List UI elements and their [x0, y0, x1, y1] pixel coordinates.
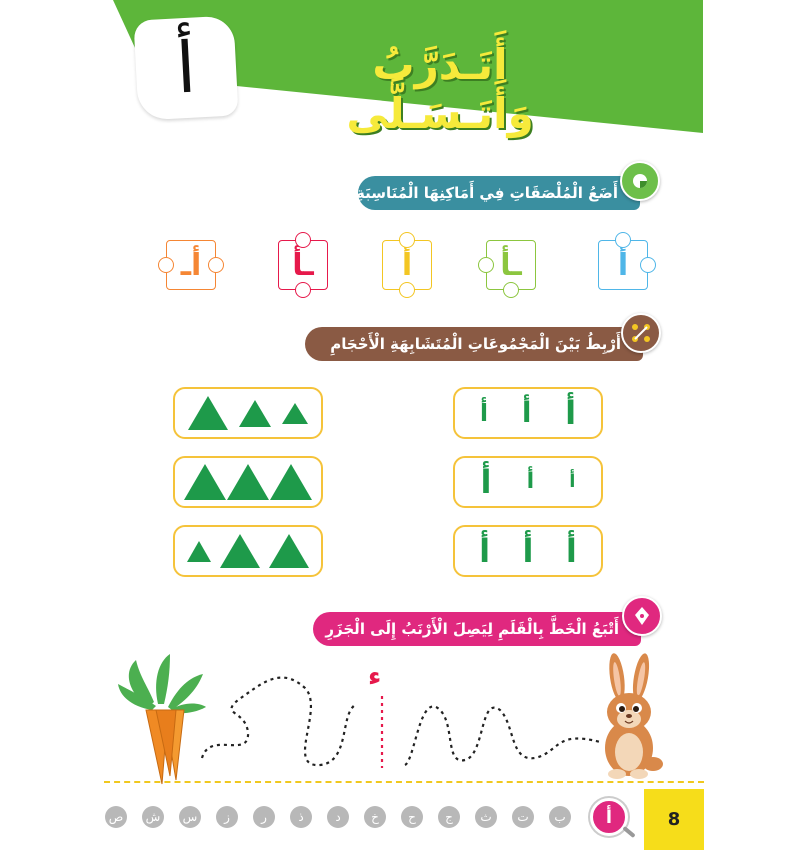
- puzzle-knob: [478, 257, 494, 273]
- letter-glyph: أ: [479, 399, 489, 427]
- tracing-instruction-banner: [313, 612, 641, 646]
- puzzle-row: [150, 232, 670, 302]
- triangle-group[interactable]: [173, 387, 323, 439]
- alphabet-letter[interactable]: ص: [105, 806, 127, 828]
- puzzle-piece[interactable]: [166, 240, 216, 290]
- alphabet-strip: [100, 790, 640, 845]
- letter-group[interactable]: [453, 525, 603, 577]
- page-title: أَتَـدَرَّبُ وَأَتَـسَـلَّى: [346, 40, 534, 138]
- alphabet-letter[interactable]: ح: [401, 806, 423, 828]
- puzzle-knob: [399, 232, 415, 248]
- tracing-path[interactable]: [190, 660, 620, 780]
- alphabet-letter[interactable]: ز: [216, 806, 238, 828]
- triangle-group[interactable]: [173, 525, 323, 577]
- alphabet-current-letter[interactable]: أ: [590, 798, 628, 836]
- puzzle-knob: [208, 257, 224, 273]
- puzzle-knob: [399, 282, 415, 298]
- letter-glyph: أ: [565, 394, 577, 432]
- puzzle-piece[interactable]: [382, 240, 432, 290]
- pen-nib-icon: [622, 596, 662, 636]
- alphabet-letter[interactable]: ب: [549, 806, 571, 828]
- letter-glyph: أ: [521, 396, 532, 429]
- triangle-shape: [270, 464, 312, 500]
- puzzle-piece[interactable]: [486, 240, 536, 290]
- alphabet-letter[interactable]: ج: [438, 806, 460, 828]
- triangle-shape: [282, 403, 308, 424]
- rabbit-illustration: [595, 652, 665, 782]
- triangle-shape: [269, 534, 309, 568]
- puzzle-knob: [158, 257, 174, 273]
- alphabet-letter[interactable]: س: [179, 806, 201, 828]
- triangle-group[interactable]: [173, 456, 323, 508]
- dots-connect-icon: [621, 313, 661, 353]
- puzzle-knob: [615, 232, 631, 248]
- sticker-icon: [620, 161, 660, 201]
- letter-glyph: أ: [480, 463, 492, 501]
- page-number: 8: [644, 789, 704, 850]
- puzzle-piece[interactable]: [598, 240, 648, 290]
- triangle-shape: [187, 541, 211, 562]
- puzzle-glyph: أ: [401, 247, 413, 283]
- letter-glyph: أ: [526, 469, 535, 494]
- puzzle-glyph: ـأ: [500, 247, 522, 283]
- puzzle-knob: [503, 282, 519, 298]
- triangle-shape: [220, 534, 260, 568]
- tracing-instruction-text: أَتْبَعُ الْخَطَّ بِالْقَلَمِ لِيَصِلَ الْأَرْنَبُ إِلَى الْجَزَرِ: [325, 620, 619, 638]
- hamza-mark: ء: [368, 662, 382, 692]
- alphabet-letter[interactable]: ش: [142, 806, 164, 828]
- puzzle-glyph: ـأ: [292, 247, 314, 283]
- puzzle-piece[interactable]: [278, 240, 328, 290]
- alphabet-letter[interactable]: ت: [512, 806, 534, 828]
- letter-group[interactable]: [453, 456, 603, 508]
- letter-card: [133, 15, 238, 120]
- sticker-instruction-text: أَضَعُ الْمُلْصَقَاتِ فِي أَمَاكِنِهَا الْمُنَاسِبَةِ: [355, 184, 618, 202]
- letter-glyph: أ: [569, 471, 576, 492]
- triangle-shape: [184, 464, 226, 500]
- triangle-shape: [239, 400, 271, 427]
- puzzle-knob: [640, 257, 656, 273]
- alphabet-letter[interactable]: ث: [475, 806, 497, 828]
- letter-glyph: أ: [565, 532, 577, 570]
- alphabet-letter[interactable]: خ: [364, 806, 386, 828]
- puzzle-glyph: أ: [617, 247, 629, 283]
- triangle-shape: [188, 396, 228, 430]
- letter-group[interactable]: [453, 387, 603, 439]
- puzzle-knob: [295, 282, 311, 298]
- magnifier-handle-icon: [622, 826, 635, 838]
- letter-glyph: أ: [479, 532, 491, 570]
- sticker-instruction-banner: [355, 176, 640, 210]
- matching-instruction-banner: [305, 327, 643, 361]
- triangle-shape: [227, 464, 269, 500]
- alphabet-letter[interactable]: ذ: [290, 806, 312, 828]
- alphabet-letter[interactable]: ر: [253, 806, 275, 828]
- puzzle-knob: [295, 232, 311, 248]
- featured-letter: أ: [174, 26, 198, 110]
- alphabet-letter[interactable]: د: [327, 806, 349, 828]
- puzzle-glyph: أـ: [180, 247, 202, 283]
- letter-glyph: أ: [522, 532, 534, 570]
- footer-divider: [104, 781, 704, 783]
- matching-instruction-text: أَرْبِطُ بَيْنَ الْمَجْمُوعَاتِ الْمُتَشَابِهَةِ الْأَحْجَامِ: [330, 335, 621, 353]
